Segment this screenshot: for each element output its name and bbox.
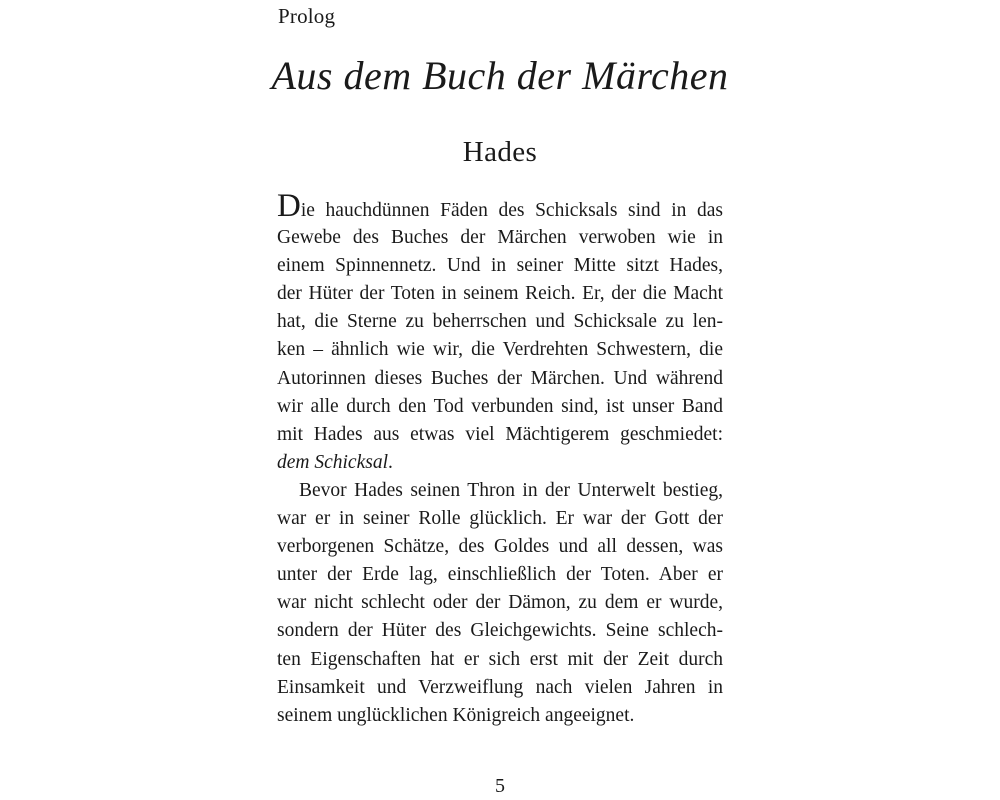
text-line: Einsamkeit und Verzweiflung nach vielen Jahren in xyxy=(277,676,723,698)
text-line: war er in seiner Rolle glücklich. Er war der Gott der xyxy=(277,508,723,530)
running-head: Prolog xyxy=(278,4,336,28)
text-line xyxy=(277,188,723,224)
text-line: sondern der Hüter des Gleichgewichts. Seine schlech- xyxy=(277,620,723,642)
paragraph-1 xyxy=(277,188,723,477)
line-text: ie hauchdünnen Fäden des Schicksals sind in das xyxy=(300,200,723,221)
emphasis-text: dem Schicksal xyxy=(277,451,389,473)
text-line: mit Hades aus etwas viel Mächtigerem geschmiedet: xyxy=(277,423,723,445)
text-line: hat, die Sterne zu beherrschen und Schicksale zu len- xyxy=(277,311,723,333)
text-line: Autorinnen dieses Buches der Märchen. Und während xyxy=(277,367,723,389)
text-line: der Hüter der Toten in seinem Reich. Er, der die Macht xyxy=(277,283,723,305)
line-text: . xyxy=(388,451,393,473)
drop-cap: D xyxy=(277,188,301,224)
text-line: wir alle durch den Tod verbunden sind, ist unser Band xyxy=(277,395,723,417)
text-line: seinem unglücklichen Königreich angeeignet. xyxy=(277,704,635,726)
paragraph-2 xyxy=(277,477,723,730)
text-line xyxy=(277,449,723,477)
text-line: ken – ähnlich wie wir, die Verdrehten Schwestern, die xyxy=(277,339,723,361)
text-line: unter der Erde lag, einschließlich der Toten. Aber er xyxy=(277,564,723,586)
text-line: einem Spinnennetz. Und in seiner Mitte sitzt Hades, xyxy=(277,255,723,277)
body-text xyxy=(277,188,723,730)
text-line: ten Eigenschaften hat er sich erst mit der Zeit durch xyxy=(277,648,723,670)
text-line: war nicht schlecht oder der Dämon, zu dem er wurde, xyxy=(277,592,723,614)
book-title: Aus dem Buch der Märchen xyxy=(271,53,729,98)
text-line: Bevor Hades seinen Thron in der Unterwelt bestieg, xyxy=(299,479,723,501)
chapter-title: Hades xyxy=(462,136,538,168)
text-line: Gewebe des Buches der Märchen verwoben wie in xyxy=(277,227,723,249)
text-line: verborgenen Schätze, des Goldes und all dessen, was xyxy=(277,536,723,558)
page-number: 5 xyxy=(495,775,505,797)
